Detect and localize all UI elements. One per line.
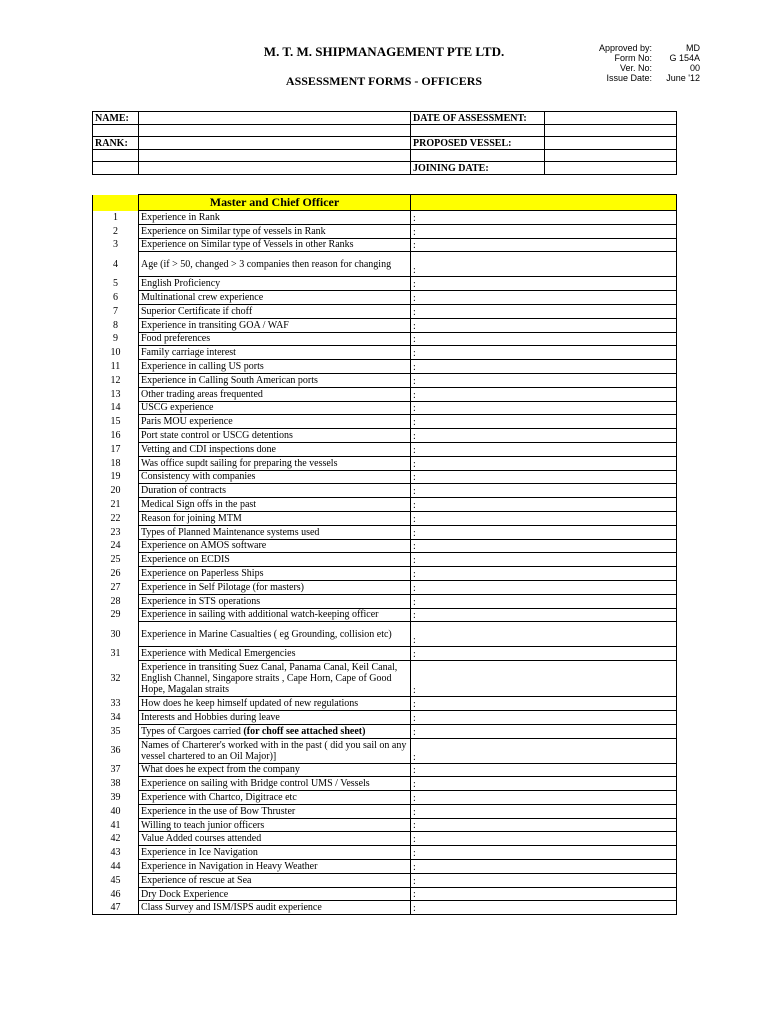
item-number: 7 (93, 304, 139, 318)
item-answer-field[interactable]: : (411, 238, 677, 252)
item-row (93, 724, 677, 738)
item-question: What does he expect from the company (139, 763, 411, 777)
item-row (93, 252, 677, 277)
item-answer-field[interactable]: : (411, 252, 677, 277)
name-field[interactable] (139, 112, 411, 125)
item-answer-field[interactable]: : (411, 360, 677, 374)
item-answer-field[interactable]: : (411, 224, 677, 238)
item-question: Class Survey and ISM/ISPS audit experience (139, 901, 411, 915)
item-number: 16 (93, 429, 139, 443)
item-row (93, 818, 677, 832)
item-answer-field[interactable]: : (411, 456, 677, 470)
item-number: 28 (93, 594, 139, 608)
form-title: ASSESSMENT FORMS - OFFICERS (285, 74, 483, 88)
item-question: Paris MOU experience (139, 415, 411, 429)
item-question: Dry Dock Experience (139, 887, 411, 901)
item-answer-field[interactable]: : (411, 567, 677, 581)
item-question: Experience of rescue at Sea (139, 873, 411, 887)
item-number: 26 (93, 567, 139, 581)
item-number: 8 (93, 318, 139, 332)
item-question: Experience on ECDIS (139, 553, 411, 567)
item-number: 27 (93, 580, 139, 594)
item-row (93, 332, 677, 346)
item-question: Experience in the use of Bow Thruster (139, 804, 411, 818)
item-question: Family carriage interest (139, 346, 411, 360)
item-question: Interests and Hobbies during leave (139, 710, 411, 724)
item-answer-field[interactable]: : (411, 484, 677, 498)
item-question: Superior Certificate if choff (139, 304, 411, 318)
item-number: 38 (93, 777, 139, 791)
item-question: Experience in Calling South American ports (139, 373, 411, 387)
item-question: How does he keep himself updated of new regulations (139, 697, 411, 711)
item-question: Multinational crew experience (139, 291, 411, 305)
date-of-assessment-field[interactable] (545, 112, 677, 125)
assessment-items-table (92, 194, 677, 915)
item-number: 46 (93, 887, 139, 901)
item-answer-field[interactable]: : (411, 498, 677, 512)
item-question: Experience with Chartco, Digitrace etc (139, 791, 411, 805)
item-row (93, 498, 677, 512)
item-answer-field[interactable]: : (411, 580, 677, 594)
item-answer-field[interactable]: : (411, 608, 677, 622)
rank-field[interactable] (139, 137, 411, 150)
item-row (93, 777, 677, 791)
item-row (93, 661, 677, 697)
item-question: Experience in Self Pilotage (for masters) (139, 580, 411, 594)
item-number: 4 (93, 252, 139, 277)
item-number: 24 (93, 539, 139, 553)
item-answer-field[interactable]: : (411, 887, 677, 901)
meta-issue-date: Issue Date: June '12 (606, 73, 700, 83)
item-row (93, 697, 677, 711)
item-number: 44 (93, 860, 139, 874)
item-answer-field[interactable]: : (411, 211, 677, 225)
item-row (93, 608, 677, 622)
item-row (93, 415, 677, 429)
item-answer-field[interactable]: : (411, 442, 677, 456)
item-question: Experience in transiting GOA / WAF (139, 318, 411, 332)
item-question: Duration of contracts (139, 484, 411, 498)
item-answer-field[interactable]: : (411, 710, 677, 724)
item-number: 13 (93, 387, 139, 401)
item-question: Experience in transiting Suez Canal, Panama Canal, Keil Canal, English Channel, Singapore straits , Cape Horn, Cape of Good Hope, Magalan straits (139, 661, 411, 697)
meta-approved: Approved by: MD (598, 43, 700, 53)
item-number: 1 (93, 211, 139, 225)
item-question: Experience in STS operations (139, 594, 411, 608)
item-number: 31 (93, 647, 139, 661)
item-question: Experience in sailing with additional watch-keeping officer (139, 608, 411, 622)
item-answer-field[interactable]: : (411, 291, 677, 305)
item-row (93, 860, 677, 874)
item-number: 36 (93, 738, 139, 763)
item-number: 14 (93, 401, 139, 415)
item-question: Vetting and CDI inspections done (139, 442, 411, 456)
item-number: 40 (93, 804, 139, 818)
item-question: Experience in Ice Navigation (139, 846, 411, 860)
item-number: 39 (93, 791, 139, 805)
item-number: 41 (93, 818, 139, 832)
item-question: Consistency with companies (139, 470, 411, 484)
item-answer-field[interactable]: : (411, 622, 677, 647)
item-number: 34 (93, 710, 139, 724)
item-row (93, 622, 677, 647)
item-answer-field[interactable]: : (411, 415, 677, 429)
item-number: 21 (93, 498, 139, 512)
item-question: Experience with Medical Emergencies (139, 647, 411, 661)
item-row (93, 553, 677, 567)
item-row (93, 594, 677, 608)
item-question: Types of Planned Maintenance systems used (139, 525, 411, 539)
item-row (93, 277, 677, 291)
item-answer-field[interactable]: : (411, 539, 677, 553)
item-number: 2 (93, 224, 139, 238)
item-answer-field[interactable]: : (411, 594, 677, 608)
item-row (93, 791, 677, 805)
item-row (93, 873, 677, 887)
item-row (93, 647, 677, 661)
item-number: 18 (93, 456, 139, 470)
item-number: 23 (93, 525, 139, 539)
item-row (93, 484, 677, 498)
joining-date-label: JOINING DATE: (411, 162, 545, 175)
item-answer-field[interactable]: : (411, 346, 677, 360)
item-answer-field[interactable]: : (411, 304, 677, 318)
item-number: 37 (93, 763, 139, 777)
item-answer-field[interactable]: : (411, 373, 677, 387)
item-number: 43 (93, 846, 139, 860)
item-answer-field[interactable]: : (411, 277, 677, 291)
item-question: Value Added courses attended (139, 832, 411, 846)
item-number: 35 (93, 724, 139, 738)
item-question: Experience on AMOS software (139, 539, 411, 553)
item-row (93, 401, 677, 415)
item-row (93, 373, 677, 387)
item-row (93, 470, 677, 484)
item-answer-field[interactable]: : (411, 697, 677, 711)
item-number: 42 (93, 832, 139, 846)
item-answer-field[interactable]: : (411, 738, 677, 763)
item-answer-field[interactable]: : (411, 525, 677, 539)
item-question: Experience in Marine Casualties ( eg Grounding, collision etc) (139, 622, 411, 647)
name-label: NAME: (93, 112, 139, 125)
item-question: Medical Sign offs in the past (139, 498, 411, 512)
item-answer-field[interactable]: : (411, 318, 677, 332)
item-question: Reason for joining MTM (139, 511, 411, 525)
form-meta (560, 43, 700, 83)
item-number: 6 (93, 291, 139, 305)
item-answer-field[interactable]: : (411, 724, 677, 738)
item-question: Was office supdt sailing for preparing the vessels (139, 456, 411, 470)
item-question: English Proficiency (139, 277, 411, 291)
item-row (93, 442, 677, 456)
item-row (93, 387, 677, 401)
item-number: 32 (93, 661, 139, 697)
item-answer-field[interactable]: : (411, 901, 677, 915)
item-row (93, 580, 677, 594)
item-number: 11 (93, 360, 139, 374)
item-answer-field[interactable]: : (411, 860, 677, 874)
item-number: 17 (93, 442, 139, 456)
item-question: Experience in Rank (139, 211, 411, 225)
item-row (93, 525, 677, 539)
item-number: 47 (93, 901, 139, 915)
item-number: 25 (93, 553, 139, 567)
item-question: Experience on Similar type of Vessels in other Ranks (139, 238, 411, 252)
item-question: Port state control or USCG detentions (139, 429, 411, 443)
item-question: Experience in calling US ports (139, 360, 411, 374)
item-number: 19 (93, 470, 139, 484)
item-question: Other trading areas frequented (139, 387, 411, 401)
item-number: 45 (93, 873, 139, 887)
item-answer-field[interactable]: : (411, 832, 677, 846)
item-row (93, 832, 677, 846)
item-row (93, 211, 677, 225)
item-answer-field[interactable]: : (411, 763, 677, 777)
item-answer-field[interactable]: : (411, 429, 677, 443)
item-row (93, 318, 677, 332)
item-answer-field[interactable]: : (411, 647, 677, 661)
item-row (93, 846, 677, 860)
item-row (93, 429, 677, 443)
item-row (93, 738, 677, 763)
item-answer-field[interactable]: : (411, 818, 677, 832)
item-question: Experience on Paperless Ships (139, 567, 411, 581)
meta-form-no: Form No: G 154A (614, 53, 700, 63)
item-number: 29 (93, 608, 139, 622)
item-answer-field[interactable]: : (411, 332, 677, 346)
item-answer-field[interactable]: : (411, 804, 677, 818)
meta-ver-no: Ver. No: 00 (619, 63, 700, 73)
rank-label: RANK: (93, 137, 139, 150)
candidate-info-table (92, 111, 677, 175)
company-name: M. T. M. SHIPMANAGEMENT PTE LTD. (263, 44, 505, 59)
item-number: 33 (93, 697, 139, 711)
item-answer-field[interactable]: : (411, 661, 677, 697)
item-number: 30 (93, 622, 139, 647)
item-row (93, 456, 677, 470)
item-row (93, 511, 677, 525)
item-question: Names of Charterer's worked with in the past ( did you sail on any vessel chartered to an Oil Major)] (139, 738, 411, 763)
item-number: 22 (93, 511, 139, 525)
item-row (93, 710, 677, 724)
item-answer-field[interactable]: : (411, 401, 677, 415)
section-title: Master and Chief Officer (139, 195, 411, 211)
item-answer-field[interactable]: : (411, 470, 677, 484)
item-answer-field[interactable]: : (411, 387, 677, 401)
item-row (93, 539, 677, 553)
item-row (93, 304, 677, 318)
item-answer-field[interactable]: : (411, 553, 677, 567)
item-question: Experience in Navigation in Heavy Weather (139, 860, 411, 874)
item-question: Types of Cargoes carried (for choff see attached sheet) (139, 724, 411, 738)
item-row (93, 887, 677, 901)
item-number: 5 (93, 277, 139, 291)
item-row (93, 901, 677, 915)
item-answer-field[interactable]: : (411, 777, 677, 791)
date-of-assessment-label: DATE OF ASSESSMENT: (411, 112, 545, 125)
item-row (93, 238, 677, 252)
item-question: Experience on Similar type of vessels in Rank (139, 224, 411, 238)
proposed-vessel-field[interactable] (545, 137, 677, 150)
item-answer-field[interactable]: : (411, 791, 677, 805)
item-row (93, 360, 677, 374)
item-question: Food preferences (139, 332, 411, 346)
item-number: 12 (93, 373, 139, 387)
item-question: Age (if > 50, changed > 3 companies then reason for changing (139, 252, 411, 277)
item-number: 20 (93, 484, 139, 498)
proposed-vessel-label: PROPOSED VESSEL: (411, 137, 545, 150)
item-number: 15 (93, 415, 139, 429)
item-row (93, 346, 677, 360)
item-question: USCG experience (139, 401, 411, 415)
item-row (93, 763, 677, 777)
item-row (93, 291, 677, 305)
item-answer-field[interactable]: : (411, 511, 677, 525)
item-answer-field[interactable]: : (411, 846, 677, 860)
item-number: 9 (93, 332, 139, 346)
joining-date-field[interactable] (545, 162, 677, 175)
item-row (93, 567, 677, 581)
item-answer-field[interactable]: : (411, 873, 677, 887)
item-question: Willing to teach junior officers (139, 818, 411, 832)
item-row (93, 224, 677, 238)
item-question: Experience on sailing with Bridge control UMS / Vessels (139, 777, 411, 791)
item-number: 10 (93, 346, 139, 360)
item-row (93, 804, 677, 818)
item-number: 3 (93, 238, 139, 252)
